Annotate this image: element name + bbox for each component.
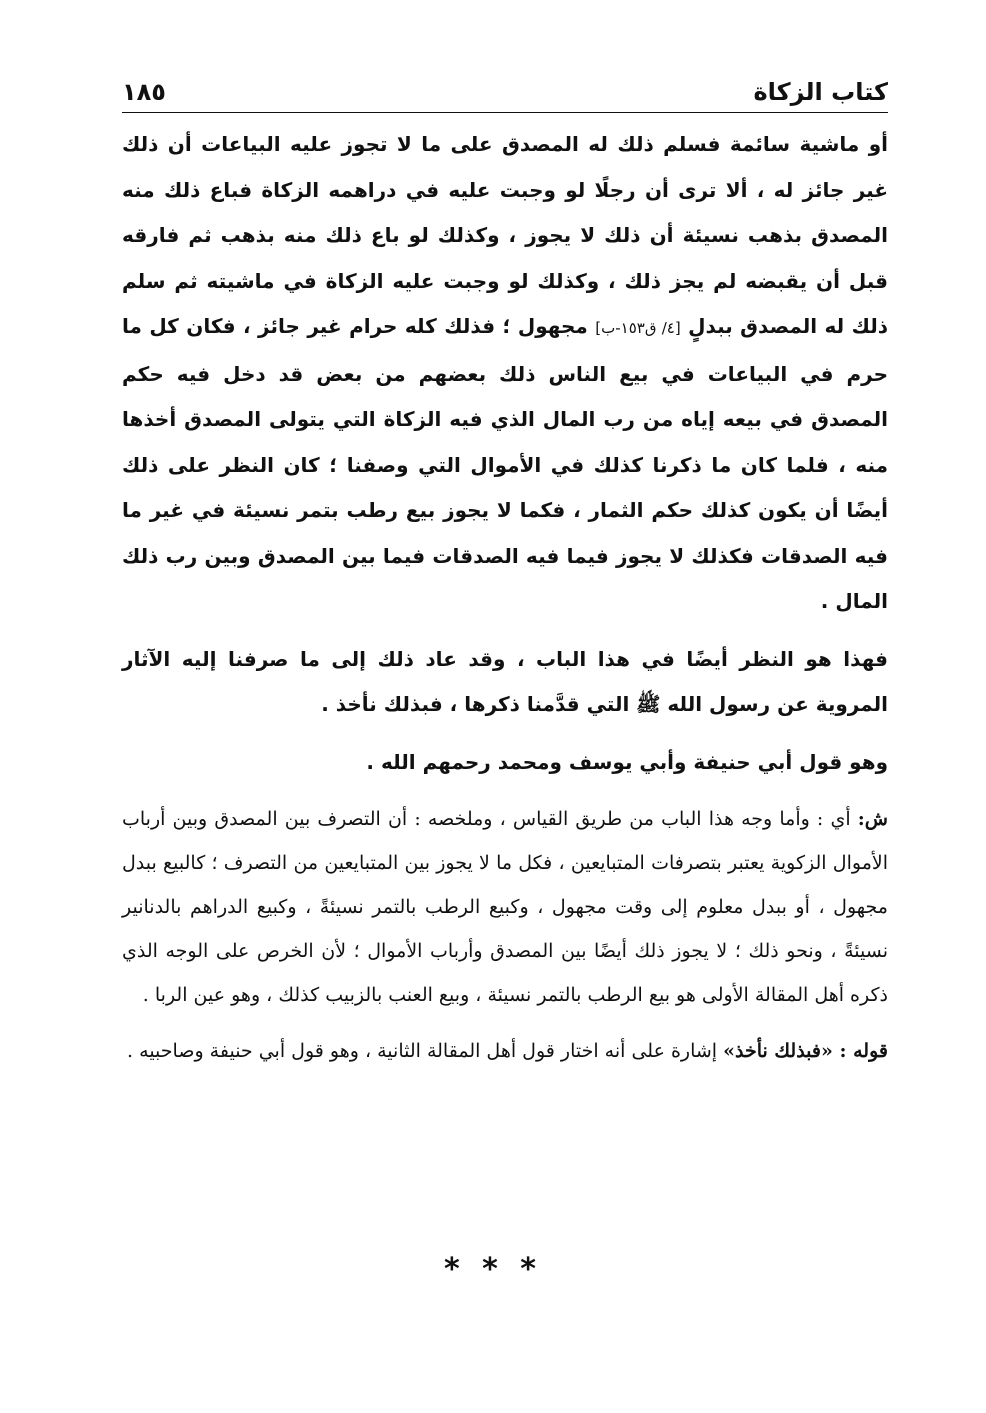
matn-text: مجهول ؛ فذلك كله حرام غير جائز ، فكان كل ما حرم في البياعات في بيع الناس ذلك بعضهم من بعض قد دخل فيه حكم المصدق في بيعه إياه من رب المال الذي فيه الزكاة التي يتولى المصدق أخذها منه ، فلما كان ما ذكرنا كذلك في الأموال التي وصفنا ؛ كان النظر على ذلك أيضًا أن يكون كذلك حكم الثمار ، فكما لا يجوز بيع رطب بتمر نسيئة في غير ما فيه الصدقات فكذلك لا يجوز فيما فيه الصدقات فيما بين المصدق وبين رب ذلك المال . (122, 314, 888, 613)
commentary-text: أي : وأما وجه هذا الباب من طريق القياس ، وملخصه : أن التصرف بين المصدق وبين أرباب الأموال الزكوية يعتبر بتصرفات المتبايعين ، فكل ما لا يجوز بين المتبايعين من التصرف ؛ كالبيع ببدل مجهول ، أو ببدل معلوم إلى وقت مجهول ، وكبيع الرطب بالتمر نسيئةً ، وكبيع الدراهم بالدنانير نسيئةً ، ونحو ذلك ؛ لا يجوز ذلك أيضًا بين المصدق وأرباب الأموال ؛ لأن الخرص على الوجه الذي ذكره أهل المقالة الأولى هو بيع الرطب بالتمر نسيئة ، وبيع العنب بالزبيب كذلك ، وهو عين الربا . (122, 808, 888, 1006)
matn-paragraph: فهذا هو النظر أيضًا في هذا الباب ، وقد عاد ذلك إلى ما صرفنا إليه الآثار المروية عن رسول الله ﷺ التي قدَّمنا ذكرها ، فبذلك نأخذ . (122, 646, 888, 716)
matn-text: أو ماشية سائمة فسلم ذلك له المصدق على ما لا تجوز عليه البياعات أن ذلك غير جائز له ، ألا ترى أن رجلًا لو وجبت عليه في دراهمه الزكاة فباع ذلك منه المصدق بذهب نسيئة أن ذلك لا يجوز ، وكذلك لو باع ذلك منه بذهب ثم فارقه قبل أن يقبضه لم يجز ذلك ، وكذلك لو وجبت عليه الزكاة في ماشيته ثم سلم ذلك له المصدق ببدلٍ (122, 132, 889, 338)
page-number: ١٨٥ (122, 78, 166, 106)
matn-paragraph: وهو قول أبي حنيفة وأبي يوسف ومحمد رحمهم الله . (366, 749, 888, 774)
section-separator: * * * (444, 1252, 542, 1287)
commentary-marker: ش: (857, 808, 889, 830)
running-header (122, 62, 888, 106)
matn-paragraph (122, 122, 888, 625)
page-body (122, 122, 888, 1073)
manuscript-folio-ref: [٤/ ق١٥٣-ب] (595, 319, 681, 337)
commentary-quote: قوله : «فبذلك نأخذ» (723, 1040, 888, 1062)
chapter-title: كتاب الزكاة (753, 78, 888, 106)
commentary-text: إشارة على أنه اختار قول أهل المقالة الثانية ، وهو قول أبي حنيفة وصاحبيه . (127, 1040, 718, 1062)
commentary-paragraph (122, 1029, 888, 1073)
header-divider (122, 112, 888, 113)
commentary-paragraph (122, 797, 888, 1017)
